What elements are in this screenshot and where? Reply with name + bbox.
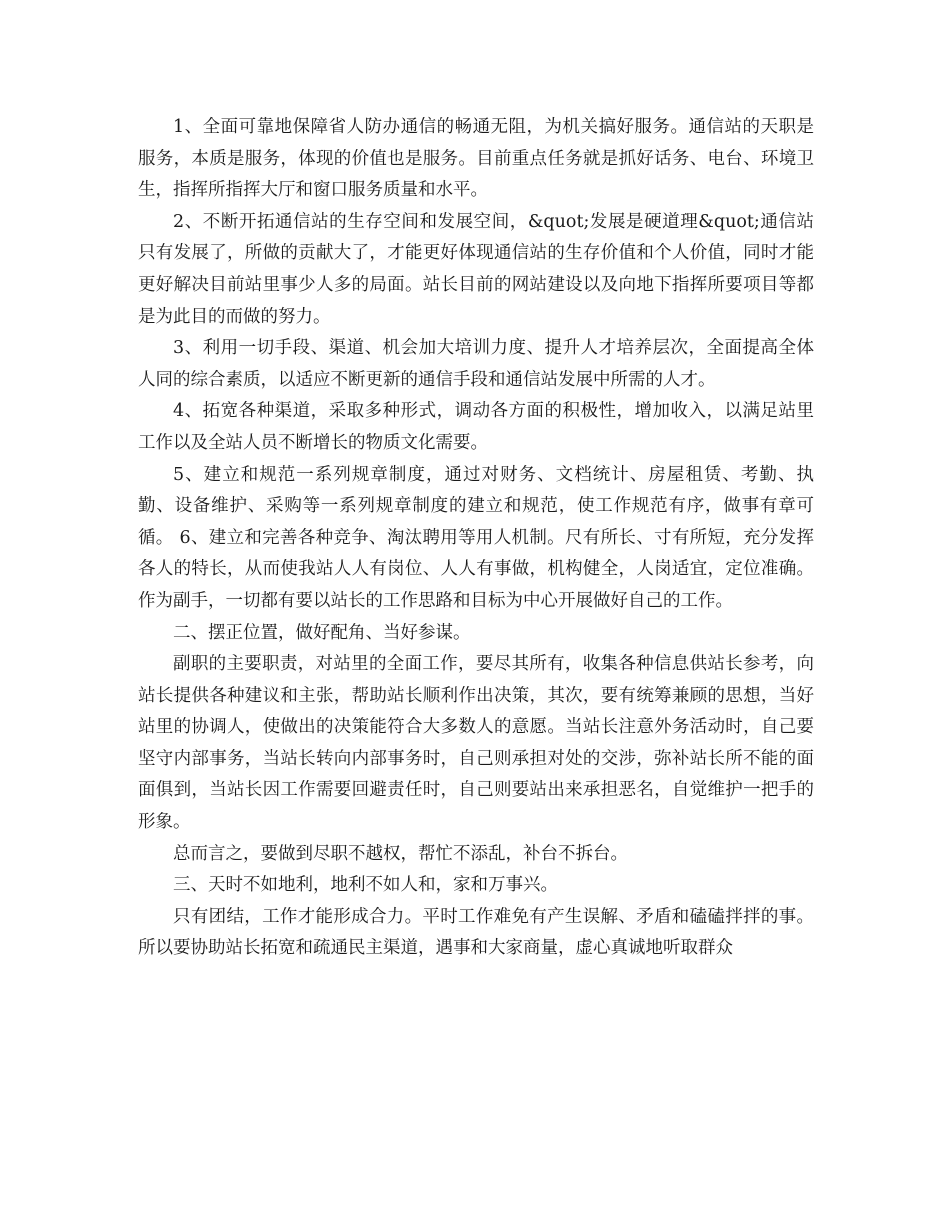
paragraph-2: 2、不断开拓通信站的生存空间和发展空间，&quot;发展是硬道理&quot;通信站只有发展了，所做的贡献大了，才能更好体现通信站的生存价值和个人价值，同时才能更好解决目前站里事少人多的局面。站长目前的网站建设以及向地下指挥所要项目等都是为此目的而做的努力。 xyxy=(138,211,814,327)
paragraph-4: 4、拓宽各种渠道，采取多种形式，调动各方面的积极性，增加收入，以满足站里工作以及全站人员不断增长的物质文化需要。 xyxy=(138,401,814,453)
document-body xyxy=(138,112,814,965)
paragraph-8: 总而言之，要做到尽职不越权，帮忙不添乱，补台不拆台。 xyxy=(173,843,628,864)
paragraph-7: 副职的主要职责，对站里的全面工作，要尽其所有，收集各种信息供站长参考，向站长提供各种建议和主张，帮助站长顺利作出决策，其次，要有统筹兼顾的思想，当好站里的协调人，使做出的决策能符合大多数人的意愿。当站长注意外务活动时，自己要坚守内部事务，当站长转向内部事务时，自己则承担对处的交涉，弥补站长所不能的面面俱到，当站长因工作需要回避责任时，自己则要站出来承担恶名，自觉维护一把手的形象。 xyxy=(138,654,814,833)
paragraph-1: 1、全面可靠地保障省人防办通信的畅通无阻，为机关搞好服务。通信站的天职是服务，本质是服务，体现的价值也是服务。目前重点任务就是抓好话务、电台、环境卫生，指挥所指挥大厅和窗口服务质量和水平。 xyxy=(138,117,814,201)
section-heading-2: 二、摆正位置，做好配角、当好参谋。 xyxy=(173,622,471,643)
paragraph-10: 只有团结，工作才能形成合力。平时工作难免有产生误解、矛盾和磕磕拌拌的事。所以要协助站长拓宽和疏通民主渠道，遇事和大家商量，虚心真诚地听取群众 xyxy=(138,906,814,959)
paragraph-3: 3、利用一切手段、渠道、机会加大培训力度、提升人才培养层次，全面提高全体人同的综合素质，以适应不断更新的通信手段和通信站发展中所需的人才。 xyxy=(138,338,814,390)
paragraph-5: 5、建立和规范一系列规章制度，通过对财务、文档统计、房屋租赁、考勤、执勤、设备维护、采购等一系列规章制度的建立和规范，使工作规范有序，做事有章可循。 6、建立和完善各种竞争、淘汰聘用等用人机制。尺有所长、寸有所短，充分发挥各人的特长，从而使我站人人有岗位、人人有事做，机构健全，人岗适宜，定位准确。作为副手，一切都有要以站长的工作思路和目标为中心开展做好自己的工作。 xyxy=(138,464,814,611)
section-heading-3: 三、天时不如地利，地利不如人和，家和万事兴。 xyxy=(173,875,558,896)
